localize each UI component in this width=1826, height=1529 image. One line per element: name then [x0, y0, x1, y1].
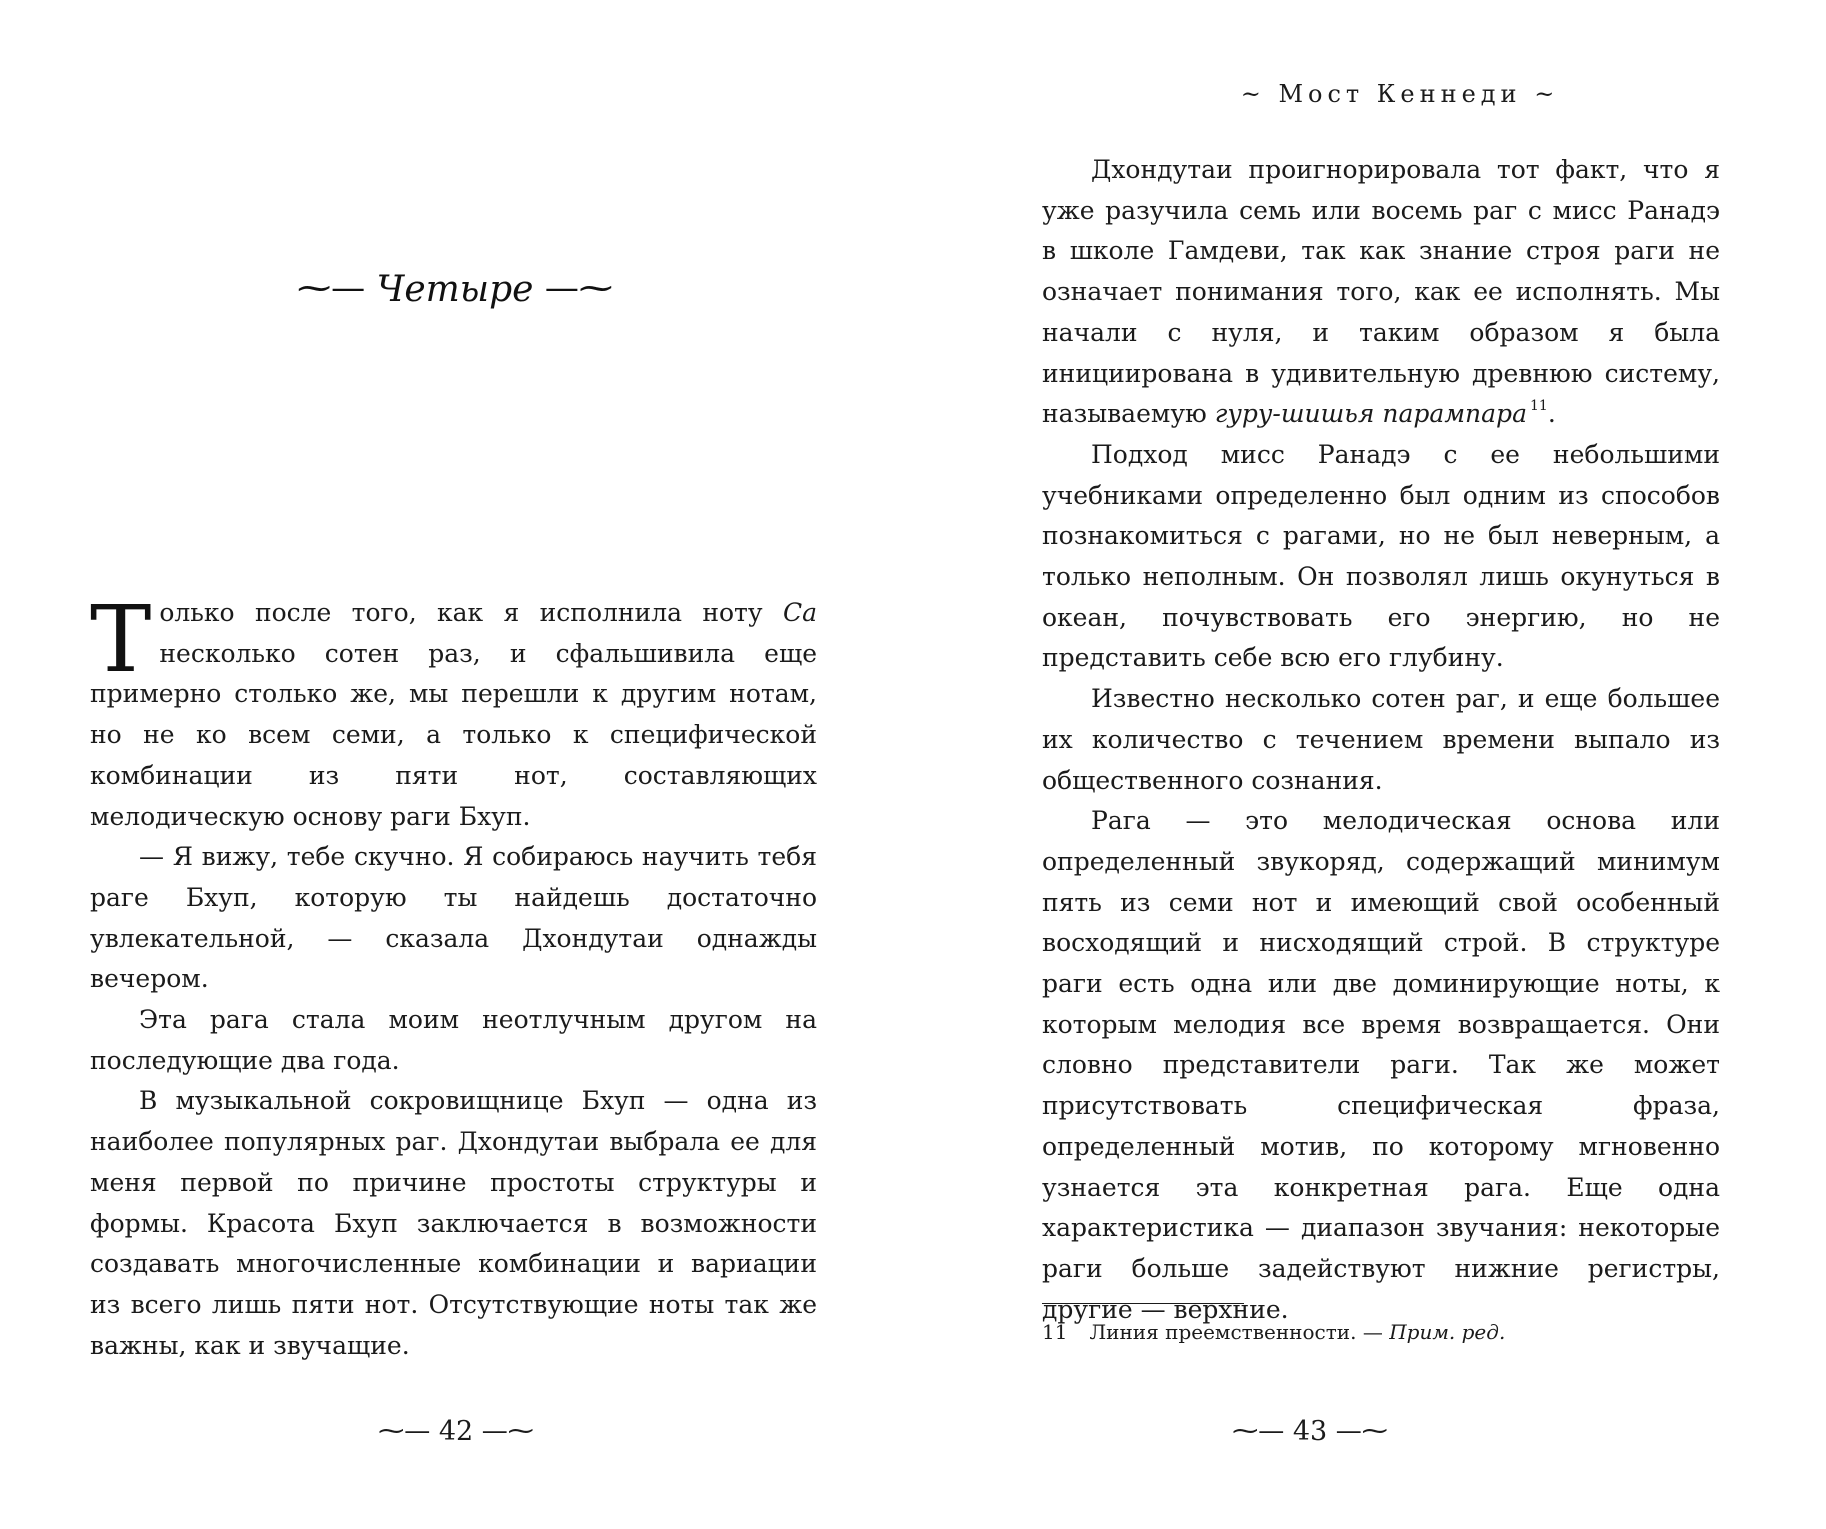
running-head-ornament-right: ~	[1521, 80, 1560, 108]
footnote-editor-note: Прим. ред.	[1389, 1320, 1506, 1344]
paragraph: Только после того, как я исполнила ноту Са несколько сотен раз, и сфальшивила еще примерно столько же, мы перешли к другим нотам, но не ко всем семи, а только к специфической комбинации из пяти нот, составляющих мелодическую основу раги Бхуп.	[90, 586, 817, 831]
page-number: ⁓— 43 —⁓	[1232, 1416, 1388, 1447]
running-head	[1120, 80, 1680, 108]
right-body-text	[1042, 150, 1720, 1330]
folio-ornament-left: ⁓—	[1232, 1416, 1285, 1446]
left-swash-ornament: ⁓—	[297, 268, 366, 308]
left-body-text	[90, 586, 817, 1366]
paragraph: Подход мисс Ранадэ с ее небольшими учебниками определенно был одним из способов познакомиться с рагами, но не был неверным, а только неполным. Он позволял лишь окунуться в океан, почувствовать его энергию, но не представить себе всю его глубину.	[1042, 439, 1720, 673]
right-swash-ornament: —⁓	[544, 268, 613, 308]
paragraph: Рага — это мелодическая основа или определенный звукоряд, содержащий минимум пять из семи нот и имеющий свой особенный восходящий и нисходящий строй. В структуре раги есть одна или две доминирующие ноты, к которым мелодия все время возвращается. Они словно представители раги. Так же может присутствовать специфическая фраза, определенный мотив, по которому мгновенно узнается эта конкретная рага. Еще одна характеристика — диапазон звучания: некоторые раги больше задействуют нижние регистры, другие — верхние.	[1042, 806, 1720, 1324]
chapter-title: Четыре	[376, 269, 534, 310]
italic-term: Са	[782, 598, 817, 627]
folio-ornament-left: ⁓—	[378, 1416, 431, 1446]
paragraph: Эта рага стала моим неотлучным другом на последующие два года.	[90, 1005, 817, 1075]
chapter-heading	[90, 268, 820, 310]
paragraph: Известно несколько сотен раг, и еще большее их количество с течением времени выпало из общественного сознания.	[1042, 684, 1720, 795]
paragraph: — Я вижу, тебе скучно. Я собираюсь научить тебя раге Бхуп, которую ты найдешь достаточно увлекательной, — сказала Дхондутаи однажды вечером.	[90, 842, 817, 994]
italic-term: гуру-шишья парампара	[1214, 399, 1527, 429]
folio-ornament-right: —⁓	[1335, 1416, 1388, 1446]
footnote-number: 11	[1042, 1320, 1068, 1344]
footnote	[1042, 1320, 1722, 1344]
folio-ornament-right: —⁓	[481, 1416, 534, 1446]
right-page	[913, 0, 1826, 1529]
footnote-text: Линия преемственности. —	[1089, 1320, 1390, 1344]
paragraph: Дхондутаи проигнорировала тот факт, что я уже разучила семь или восемь раг с мисс Ранадэ в школе Гамдеви, так как знание строя раги не означает понимания того, как ее исполнять. Мы начали с нуля, и таким образом я была инициирована в удивительную древнюю систему, называемую гуру-шишья парампара $^{11}$.	[1042, 155, 1720, 429]
footnote-divider	[1042, 1303, 1244, 1304]
paragraph: В музыкальной сокровищнице Бхуп — одна из наиболее популярных раг. Дхондутаи выбрала ее для меня первой по причине простоты структуры и формы. Красота Бхуп заключается в возможности создавать многочисленные комбинации и вариации из всего лишь пяти нот. Отсутствующие ноты так же важны, как и звучащие.	[90, 1086, 817, 1360]
drop-cap: Т	[90, 586, 152, 693]
running-head-title: Мост Кеннеди	[1278, 80, 1522, 108]
page-number: ⁓— 42 —⁓	[378, 1416, 534, 1447]
running-head-ornament-left: ~	[1240, 80, 1279, 108]
footnote-reference: 11	[1529, 398, 1548, 415]
